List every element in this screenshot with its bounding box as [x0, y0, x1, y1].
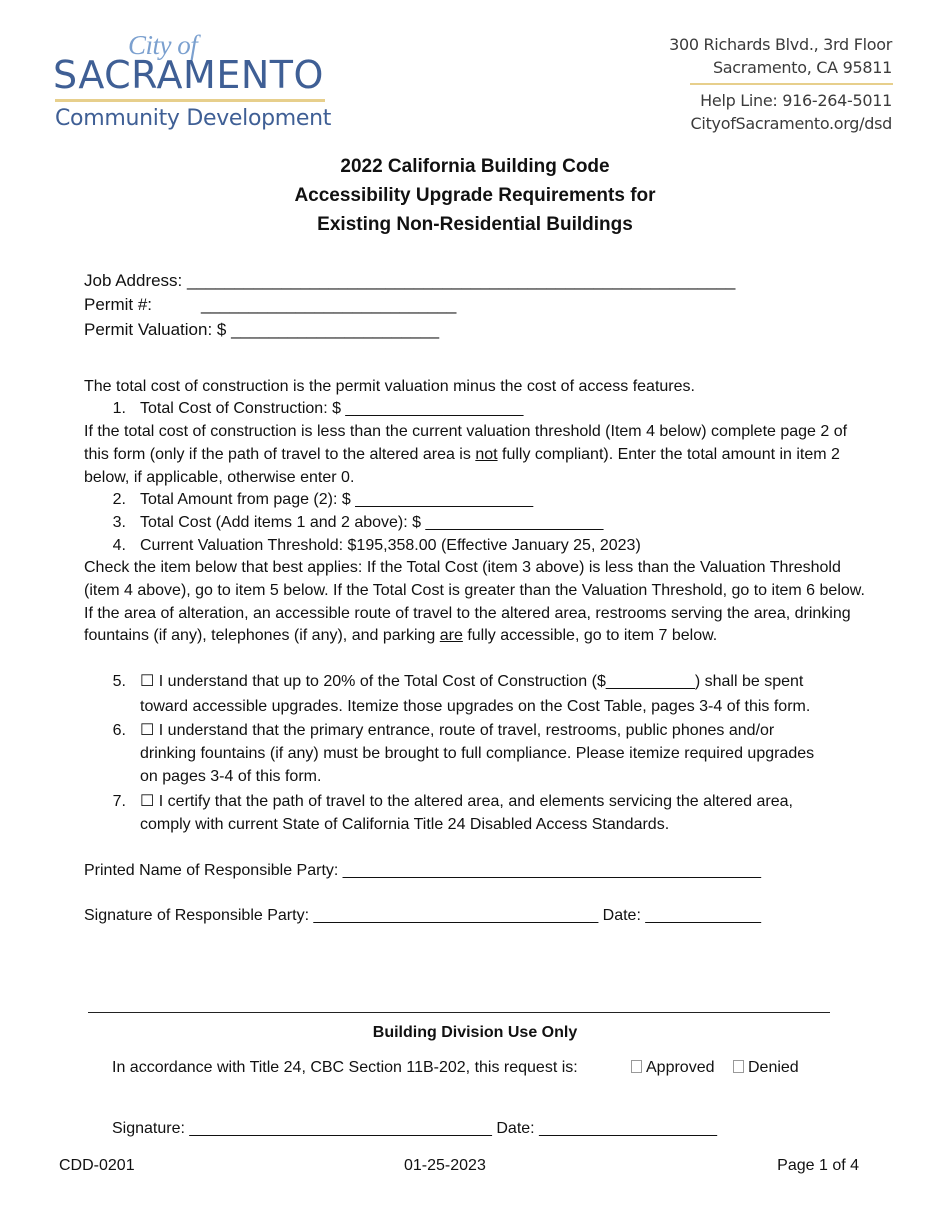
item-2-total-amount[interactable]: Total Amount from page (2): $ ____________________	[140, 491, 534, 508]
contact-divider	[690, 83, 893, 85]
address-line-2: Sacramento, CA 95811	[712, 58, 892, 77]
logo-divider	[55, 99, 325, 102]
job-address-field[interactable]: Job Address: __________________________________________________________	[84, 271, 736, 290]
division-heading: Building Division Use Only	[372, 1024, 578, 1041]
item-7-checkbox-option[interactable]: ☐ I certify that the path of travel to the altered area, and elements servicing the altered area,	[140, 793, 793, 810]
form-id: CDD-0201	[59, 1157, 135, 1174]
form-date: 01-25-2023	[404, 1157, 486, 1174]
document-title-line-1: 2022 California Building Code	[340, 156, 610, 177]
help-line: Help Line: 916-264-5011	[700, 91, 892, 110]
item-number-2: 2.	[112, 491, 126, 508]
item-6-text-line-2: drinking fountains (if any) must be brought to full compliance. Please itemize required upgrades	[140, 745, 815, 762]
website: CityofSacramento.org/dsd	[690, 114, 892, 133]
item-5-checkbox-option[interactable]: ☐ I understand that up to 20% of the Total Cost of Construction ($__________) shall be spent	[140, 673, 804, 690]
item-number-6: 6.	[112, 722, 126, 739]
denied-checkbox[interactable]	[733, 1060, 744, 1073]
document-title-line-3: Existing Non-Residential Buildings	[317, 214, 633, 235]
denied-label: Denied	[748, 1059, 799, 1076]
denied-option[interactable]	[733, 1057, 799, 1080]
item-6-checkbox-option[interactable]: ☐ I understand that the primary entrance, route of travel, restrooms, public phones and/or	[140, 722, 775, 739]
document-title-line-2: Accessibility Upgrade Requirements for	[294, 185, 656, 206]
approved-option[interactable]	[631, 1057, 715, 1080]
section-divider	[88, 1012, 830, 1013]
logo-sacramento-text: SACRAMENTO	[53, 53, 324, 97]
division-statement: In accordance with Title 24, CBC Section 11B-202, this request is:	[112, 1059, 578, 1076]
signature-date-field[interactable]: Signature of Responsible Party: ________________________________ Date: _____________	[84, 907, 762, 924]
instruction-paragraph-1: If the total cost of construction is less than the current valuation threshold (Item 4 below) complete page 2 of this form (only if the path of travel to the altered area is not fully compliant). Enter the total amount in item 2 below, if applicable, otherwise enter 0.	[84, 423, 848, 486]
address-line-1: 300 Richards Blvd., 3rd Floor	[669, 35, 892, 54]
item-number-3: 3.	[112, 514, 126, 531]
printed-name-field[interactable]: Printed Name of Responsible Party: _______________________________________________	[84, 862, 762, 879]
item-1-total-cost[interactable]: Total Cost of Construction: $ ____________________	[140, 400, 524, 417]
item-6-text-line-3: on pages 3-4 of this form.	[140, 768, 322, 785]
item-number-1: 1.	[112, 400, 126, 417]
permit-valuation-field[interactable]: Permit Valuation: $ ______________________	[84, 320, 440, 339]
logo-department-text: Community Development	[55, 106, 332, 131]
item-5-text-line-2: toward accessible upgrades. Itemize those upgrades on the Cost Table, pages 3-4 of this form.	[140, 698, 811, 715]
division-signature-field[interactable]: Signature: __________________________________ Date: ____________________	[112, 1120, 718, 1137]
page-number: Page 1 of 4	[777, 1157, 859, 1174]
logo-city-text: City of	[128, 30, 198, 60]
permit-number-label: Permit #:	[84, 295, 153, 314]
permit-number-field[interactable]: ___________________________	[201, 295, 457, 314]
instruction-paragraph-2: Check the item below that best applies: If the Total Cost (item 3 above) is less than the Valuation Threshold (item 4 above), go to item 5 below. If the Total Cost is greater than the Valuation Threshold, go to item 6 below. If the area of alteration, an accessible route of travel to the altered area, restrooms serving the area, drinking fountains (if any), telephones (if any), and parking are fully accessible, go to item 7 below.	[84, 559, 865, 645]
item-number-7: 7.	[112, 793, 126, 810]
intro-text: The total cost of construction is the permit valuation minus the cost of access features.	[84, 378, 695, 395]
item-number-5: 5.	[112, 673, 126, 690]
item-7-text-line-2: comply with current State of California Title 24 Disabled Access Standards.	[140, 816, 670, 833]
item-number-4: 4.	[112, 537, 126, 554]
item-3-total-cost[interactable]: Total Cost (Add items 1 and 2 above): $ ____________________	[140, 514, 604, 531]
item-4-valuation-threshold: Current Valuation Threshold: $195,358.00 (Effective January 25, 2023)	[140, 537, 641, 554]
approved-checkbox[interactable]	[631, 1060, 642, 1073]
approved-label: Approved	[646, 1059, 715, 1076]
